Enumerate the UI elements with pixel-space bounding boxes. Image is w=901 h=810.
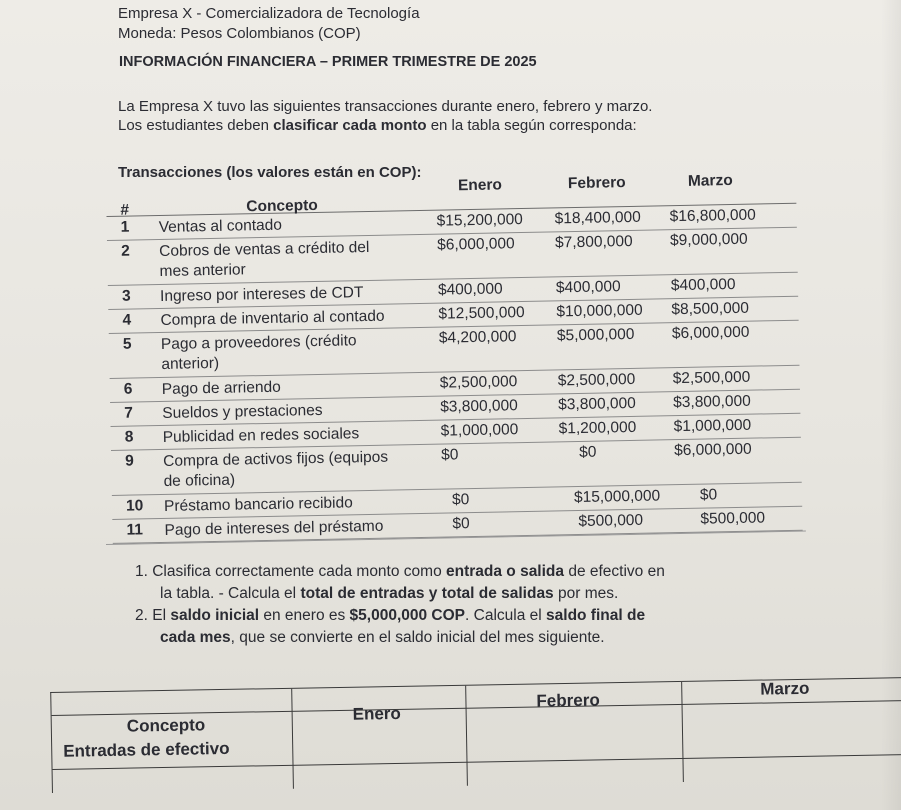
row-concept-line-2: mes anterior bbox=[159, 261, 246, 280]
row-feb: $7,800,000 bbox=[554, 232, 633, 252]
header-num: # bbox=[120, 201, 130, 219]
instr-text: 1. Clasifica correctamente cada monto como bbox=[135, 563, 446, 580]
row-num: 5 bbox=[122, 335, 132, 353]
row-mar: $1,000,000 bbox=[673, 416, 752, 436]
row-concept: Compra de inventario al contado bbox=[160, 307, 385, 329]
transactions-caption: Transacciones (los valores están en COP): bbox=[118, 164, 422, 181]
row-feb: $3,800,000 bbox=[558, 394, 636, 414]
row-concept-line-1: Compra de activos fijos (equipos bbox=[163, 448, 389, 470]
row-jan: $4,200,000 bbox=[438, 328, 517, 347]
header-mar: Marzo bbox=[687, 171, 733, 190]
row-concept: Ingreso por intereses de CDT bbox=[159, 284, 364, 305]
row-mar: $6,000,000 bbox=[671, 323, 750, 343]
row-feb: $18,400,000 bbox=[554, 208, 641, 228]
row-feb: $5,000,000 bbox=[556, 325, 635, 345]
intro-line-2-tail: en la tabla según corresponda: bbox=[426, 117, 637, 134]
row-concept-line-2: anterior) bbox=[161, 354, 220, 373]
row-jan: $12,500,000 bbox=[438, 303, 525, 323]
instr-text: de efectivo en bbox=[564, 563, 665, 580]
intro-line-2-bold: clasificar cada monto bbox=[273, 117, 427, 134]
instr-bold: cada mes bbox=[160, 629, 231, 646]
row-mar: $400,000 bbox=[670, 275, 736, 295]
row-concept: Ventas al contado bbox=[158, 216, 283, 236]
row-num: 11 bbox=[126, 521, 144, 539]
row-concept: Préstamo bancario recibido bbox=[163, 494, 353, 515]
row-jan: $15,200,000 bbox=[436, 211, 524, 230]
row-num: 6 bbox=[123, 380, 133, 398]
row-concept bbox=[163, 448, 389, 492]
instr-bold: $5,000,000 COP bbox=[349, 607, 466, 624]
row-num: 3 bbox=[121, 287, 131, 305]
answer-header-jan: Enero bbox=[352, 703, 401, 724]
row-jan: $6,000,000 bbox=[436, 235, 515, 254]
header-feb: Febrero bbox=[567, 174, 626, 193]
row-num: 7 bbox=[124, 404, 134, 422]
row-jan: $0 bbox=[440, 446, 459, 464]
row-mar: $0 bbox=[699, 486, 718, 504]
answer-cell-feb[interactable] bbox=[469, 719, 680, 773]
instr-text: la tabla. - Calcula el bbox=[160, 585, 301, 602]
row-feb: $0 bbox=[578, 443, 597, 461]
row-mar: $9,000,000 bbox=[669, 230, 748, 250]
intro-line-1: La Empresa X tuvo las siguientes transacciones durante enero, febrero y marzo. bbox=[118, 98, 653, 115]
row-num: 10 bbox=[125, 497, 144, 515]
row-concept bbox=[159, 238, 370, 282]
answer-cell-jan[interactable] bbox=[295, 725, 464, 778]
row-concept-line-2: de oficina) bbox=[163, 471, 236, 490]
instr-bold: entrada o salida bbox=[446, 563, 565, 580]
row-concept bbox=[161, 331, 357, 375]
currency-line: Moneda: Pesos Colombianos (COP) bbox=[118, 25, 361, 42]
row-feb: $10,000,000 bbox=[556, 301, 643, 321]
row-mar: $16,800,000 bbox=[669, 206, 756, 226]
instr-text: . Calcula el bbox=[465, 607, 547, 624]
row-feb: $15,000,000 bbox=[573, 487, 661, 507]
row-num: 4 bbox=[122, 311, 132, 329]
row-jan: $0 bbox=[452, 515, 470, 533]
answer-col-rule bbox=[465, 686, 468, 786]
instr-text: , que se convierte en el saldo inicial del mes siguiente. bbox=[230, 629, 605, 646]
row-mar: $8,500,000 bbox=[671, 299, 750, 319]
instr-bold: saldo final de bbox=[546, 607, 646, 624]
instruction-2-line-1 bbox=[135, 607, 645, 625]
row-concept: Publicidad en redes sociales bbox=[162, 425, 360, 446]
answer-row-label: Entradas de efectivo bbox=[63, 738, 230, 761]
answer-header-mar: Marzo bbox=[760, 678, 810, 699]
instr-bold: saldo inicial bbox=[170, 607, 260, 624]
row-mar: $2,500,000 bbox=[672, 368, 751, 388]
answer-cell-mar[interactable] bbox=[685, 713, 886, 766]
row-jan: $3,800,000 bbox=[440, 397, 518, 416]
intro-line-2-text: Los estudiantes deben bbox=[118, 117, 274, 134]
instruction-2-line-2 bbox=[160, 629, 605, 647]
row-num: 8 bbox=[124, 428, 134, 446]
header-jan: Enero bbox=[457, 176, 503, 195]
instr-text: por mes. bbox=[553, 585, 619, 602]
answer-col-rule bbox=[291, 689, 294, 789]
row-mar: $500,000 bbox=[700, 509, 766, 528]
instr-text: en enero es bbox=[259, 607, 350, 624]
row-mar: $3,800,000 bbox=[673, 392, 751, 412]
row-feb: $1,200,000 bbox=[558, 418, 637, 438]
row-concept: Pago de arriendo bbox=[161, 378, 281, 398]
answer-col-rule bbox=[681, 682, 684, 782]
header-concept: Concepto bbox=[246, 196, 318, 216]
instr-text: 2. El bbox=[135, 607, 171, 624]
row-jan: $1,000,000 bbox=[440, 421, 519, 440]
row-feb: $400,000 bbox=[555, 278, 621, 297]
row-jan: $0 bbox=[451, 491, 470, 509]
document-title: INFORMACIÓN FINANCIERA – PRIMER TRIMESTRE DE 2025 bbox=[119, 54, 537, 70]
instr-bold: total de entradas y total de salidas bbox=[300, 585, 554, 602]
row-feb: $2,500,000 bbox=[557, 370, 636, 390]
row-concept: Sueldos y prestaciones bbox=[162, 401, 323, 422]
answer-table bbox=[50, 665, 901, 798]
row-jan: $2,500,000 bbox=[439, 373, 518, 392]
answer-header-concept: Concepto bbox=[126, 715, 206, 736]
answer-header-feb: Febrero bbox=[536, 690, 600, 711]
answer-header-rule bbox=[52, 700, 901, 716]
row-concept-line-1: Pago a proveedores (crédito bbox=[160, 332, 357, 353]
row-mar: $6,000,000 bbox=[673, 440, 752, 460]
instruction-1-line-1 bbox=[135, 563, 665, 581]
row-concept-line-1: Cobros de ventas a crédito del bbox=[159, 238, 370, 260]
row-num: 1 bbox=[120, 218, 130, 236]
row-jan: $400,000 bbox=[437, 280, 503, 299]
row-concept: Pago de intereses del préstamo bbox=[164, 517, 384, 539]
row-feb: $500,000 bbox=[578, 511, 644, 530]
row-num: 9 bbox=[125, 452, 134, 470]
intro-line-2 bbox=[118, 117, 637, 134]
company-name: Empresa X - Comercializadora de Tecnología bbox=[118, 5, 420, 22]
row-num: 2 bbox=[121, 242, 130, 260]
instruction-1-line-2 bbox=[160, 585, 618, 603]
